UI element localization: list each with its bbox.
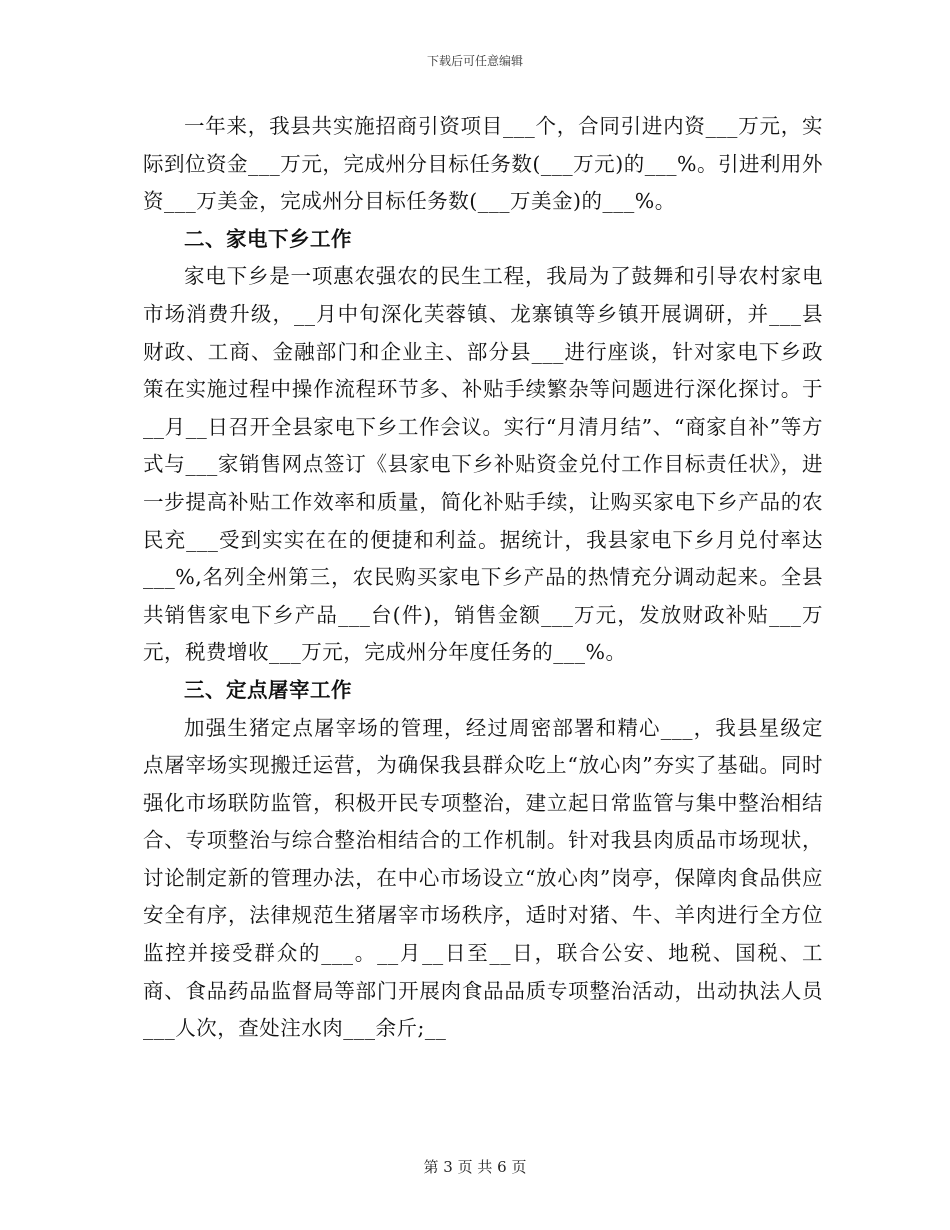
document-body	[143, 108, 823, 1048]
paragraph-investment: 一年来，我县共实施招商引资项目___个，合同引进内资___万元，实际到位资金___万元，完成州分目标任务数(___万元)的___%。引进利用外资___万美金，完成州分目标任务数(___万美金)的___%。	[143, 114, 823, 214]
paragraph-appliances: 家电下乡是一项惠农强农的民生工程，我局为了鼓舞和引导农村家电市场消费升级，__月中旬深化芙蓉镇、龙寨镇等乡镇开展调研，并___县财政、工商、金融部门和企业主、部分县___进行座谈，针对家电下乡政策在实施过程中操作流程环节多、补贴手续繁杂等问题进行深化探讨。于__月__日召开全县家电下乡工作会议。实行“月清月结”、“商家自补”等方式与___家销售网点签订《县家电下乡补贴资金兑付工作目标责任状》，进一步提高补贴工作效率和质量，简化补贴手续，让购买家电下乡产品的农民充___受到实实在在的便捷和利益。据统计，我县家电下乡月兑付率达___%,名列全州第三，农民购买家电下乡产品的热情充分调动起来。全县共销售家电下乡产品___台(件)，销售金额___万元，发放财政补贴___万元，税费增收___万元，完成州分年度任务的___%。	[143, 264, 823, 665]
section-heading-appliances: 二、家电下乡工作	[184, 226, 352, 251]
paragraph-slaughter: 加强生猪定点屠宰场的管理，经过周密部署和精心___，我县星级定点屠宰场实现搬迁运营，为确保我县群众吃上“放心肉”夯实了基础。同时强化市场联防监管，积极开民专项整治，建立起日常监管与集中整治相结合、专项整治与综合整治相结合的工作机制。针对我县肉质品市场现状，讨论制定新的管理办法，在中心市场设立“放心肉”岗亭，保障肉食品供应安全有序，法律规范生猪屠宰市场秩序，适时对猪、牛、羊肉进行全方位监控并接受群众的___。__月__日至__日，联合公安、地税、国税、工商、食品药品监督局等部门开展肉食品品质专项整治活动，出动执法人员___人次，查处注水肉___余斤;__	[143, 715, 823, 1041]
page-header-note: 下载后可任意编辑	[426, 54, 523, 68]
page-number: 第 3 页 共 6 页	[423, 1158, 527, 1176]
section-heading-slaughter: 三、定点屠宰工作	[184, 677, 352, 702]
